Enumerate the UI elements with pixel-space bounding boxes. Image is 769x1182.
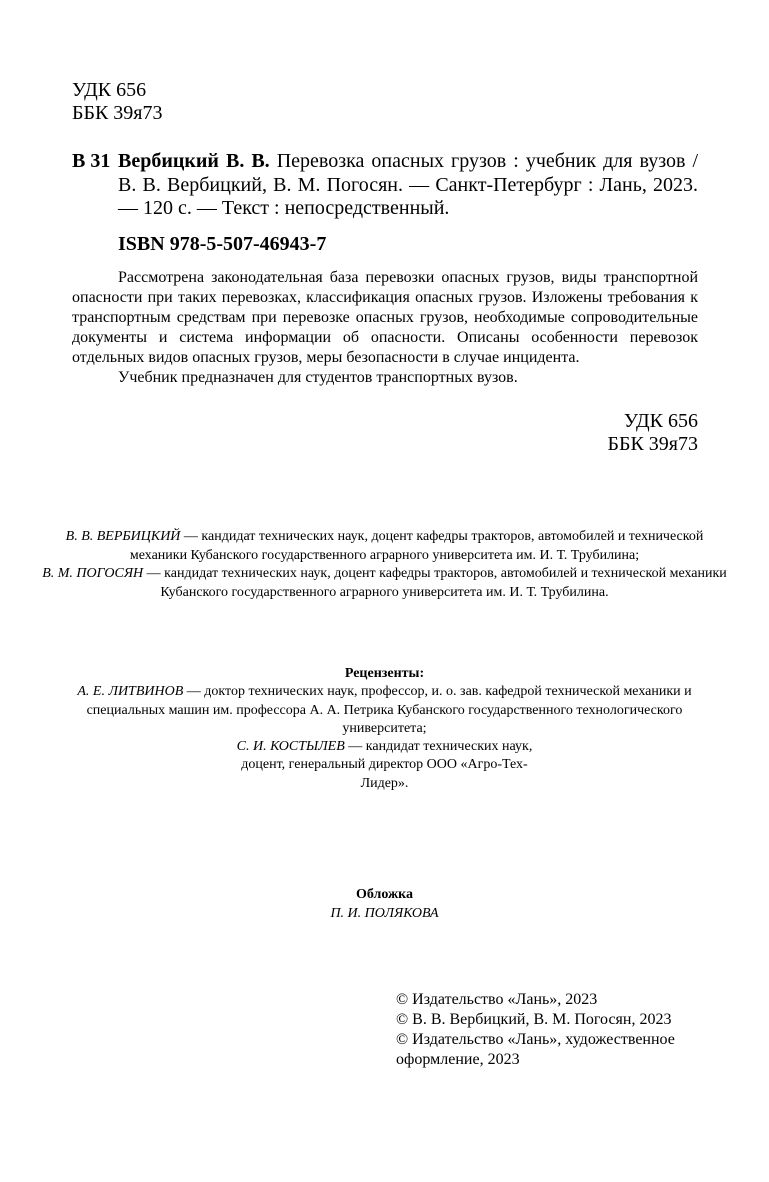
author-entry (40, 528, 729, 565)
reviewer-entry (40, 683, 729, 738)
abstract-paragraph: Рассмотрена законодательная база перевозки опасных грузов, виды транспортной опасности при таких перевозках, классификация опасных грузов. Изложены требования к транспортным средствам при перевозке опасных грузов, необходимые сопроводительные документы и система информации об опасности. Описаны особенности перевозок отдельных видов опасных грузов, меры безопасности в случае инцидента. (72, 269, 698, 366)
copyright-line: © Издательство «Лань», художественное (396, 1031, 675, 1048)
udk-code: УДК 656 (72, 79, 147, 101)
author-entry-description: — кандидат технических наук, доцент кафедры тракторов, автомобилей и технической механики Кубанского государственного аграрного университета им. И. Т. Трубилина. (143, 566, 727, 600)
abstract (72, 268, 698, 388)
cover-designer: П. И. ПОЛЯКОВА (330, 905, 439, 921)
reviewer-name: А. Е. ЛИТВИНОВ (77, 684, 184, 700)
author-sign-code: В 31 (72, 150, 111, 172)
author-entry (40, 565, 729, 602)
authors-info (40, 528, 729, 602)
classification-block-top (72, 79, 163, 125)
reviewer-entry (40, 738, 729, 793)
author-name: Вербицкий В. В. (118, 150, 270, 172)
isbn: ISBN 978-5-507-46943-7 (118, 233, 327, 255)
author-entry-name: В. М. ПОГОСЯН (42, 566, 144, 581)
reviewer-name: С. И. КОСТЫЛЕВ (236, 739, 345, 755)
book-description: Перевозка опасных грузов : учебник для вузов / В. В. Вербицкий, В. М. Погосян. — Санкт-Петербург : Лань, 2023. — 120 с. — Текст : непосредственный. (118, 150, 699, 219)
classification-block-bottom (607, 410, 698, 456)
reviewers-heading: Рецензенты: (344, 666, 425, 681)
author-entry-description: — кандидат технических наук, доцент кафедры тракторов, автомобилей и технической механики Кубанского государственного аграрного университета им. И. Т. Трубилина; (129, 529, 704, 563)
bbk-code: ББК 39я73 (72, 102, 163, 124)
bibliographic-description (118, 150, 698, 221)
copyright-line: © Издательство «Лань», 2023 (396, 991, 598, 1008)
author-entry-name: В. В. ВЕРБИЦКИЙ (65, 529, 181, 544)
copyright-block (396, 990, 675, 1070)
udk-code: УДК 656 (623, 410, 698, 432)
copyright-line: © В. В. Вербицкий, В. М. Погосян, 2023 (396, 1011, 672, 1028)
copyright-line: оформление, 2023 (396, 1051, 520, 1068)
cover-credit (40, 886, 729, 923)
cover-heading: Обложка (355, 887, 414, 902)
reviewers-section (40, 665, 729, 793)
reviewer-description: — кандидат технических наук, доцент, генеральный директор ООО «Агро-Тех-Лидер». (241, 739, 533, 791)
abstract-paragraph: Учебник предназначен для студентов транспортных вузов. (118, 369, 518, 386)
bbk-code: ББК 39я73 (607, 433, 698, 455)
bibliographic-record (72, 150, 698, 221)
reviewer-description: — доктор технических наук, профессор, и. о. зав. кафедрой технической механики и специальных машин им. профессора А. А. Петрика Кубанского государственного технологического университета; (86, 684, 692, 736)
